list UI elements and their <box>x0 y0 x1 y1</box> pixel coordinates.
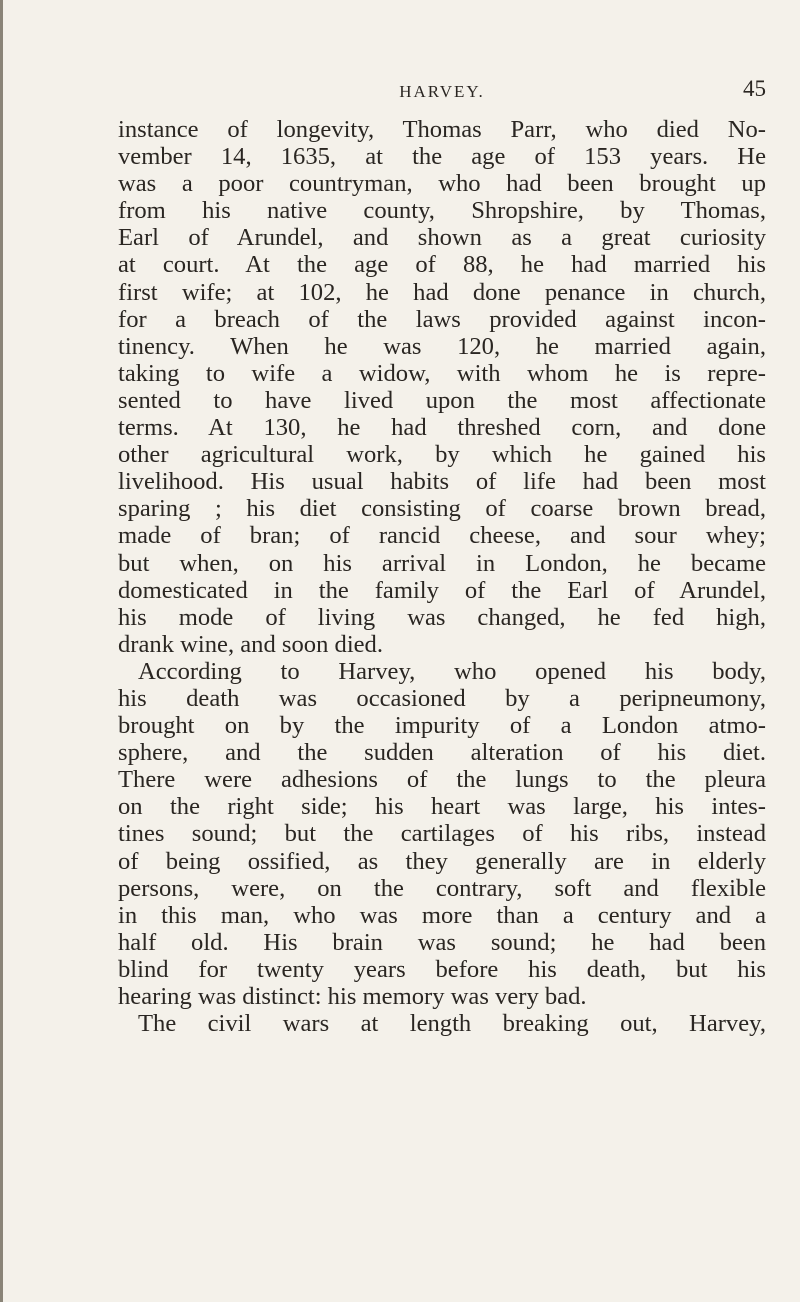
text-line: sparing ; his diet consisting of coarse brown bread, <box>118 495 766 523</box>
text-line: for a breach of the laws provided against incon- <box>118 305 766 333</box>
text-line: domesticated in the family of the Earl of Arundel, <box>118 576 766 604</box>
running-head: HARVEY. <box>399 82 485 101</box>
text-line: blind for twenty years before his death, but his <box>118 955 766 983</box>
text-line: was a poor countryman, who had been brought up <box>118 170 766 198</box>
text-line: instance of longevity, Thomas Parr, who died No- <box>118 116 766 143</box>
text-line: made of bran; of rancid cheese, and sour whey; <box>118 522 766 550</box>
text-line: There were adhesions of the lungs to the pleura <box>118 766 766 794</box>
paragraph-end-line: drank wine, and soon died. <box>118 630 384 658</box>
text-line: his death was occasioned by a peripneumony, <box>118 684 766 712</box>
text-line: terms. At 130, he had threshed corn, and done <box>118 414 766 442</box>
text-line: persons, were, on the contrary, soft and flexible <box>118 874 766 902</box>
text-line: sented to have lived upon the most affectionate <box>118 386 766 414</box>
paragraph-start-line: According to Harvey, who opened his body, <box>138 657 766 685</box>
text-line: Earl of Arundel, and shown as a great curiosity <box>118 224 766 252</box>
paragraph-start-line: The civil wars at length breaking out, Harvey, <box>138 1010 766 1038</box>
text-line: his mode of living was changed, he fed high, <box>118 603 766 631</box>
page-number: 45 <box>743 76 766 101</box>
page-edge-rule <box>0 0 3 1302</box>
text-line: first wife; at 102, he had done penance in church, <box>118 278 766 306</box>
text-line: half old. His brain was sound; he had been <box>118 928 766 956</box>
text-line: tines sound; but the cartilages of his ribs, instead <box>118 820 766 848</box>
text-line: in this man, who was more than a century and a <box>118 901 766 929</box>
text-line: livelihood. His usual habits of life had been most <box>118 468 766 496</box>
text-line: but when, on his arrival in London, he became <box>118 549 766 577</box>
text-line: from his native county, Shropshire, by Thomas, <box>118 197 766 225</box>
text-line: of being ossified, as they generally are in elderly <box>118 847 766 875</box>
text-line: brought on by the impurity of a London atmo- <box>118 712 766 740</box>
body-text <box>118 116 766 1037</box>
text-line: other agricultural work, by which he gained his <box>118 441 766 469</box>
text-line: vember 14, 1635, at the age of 153 years. He <box>118 143 766 171</box>
text-line: sphere, and the sudden alteration of his diet. <box>118 739 766 767</box>
page-header <box>118 76 766 106</box>
paragraph-end-line: hearing was distinct: his memory was very bad. <box>118 983 587 1010</box>
text-line: at court. At the age of 88, he had married his <box>118 251 766 279</box>
text-line: on the right side; his heart was large, his intes- <box>118 793 766 821</box>
text-line: tinency. When he was 120, he married again, <box>118 332 766 360</box>
text-line: taking to wife a widow, with whom he is repre- <box>118 359 766 387</box>
